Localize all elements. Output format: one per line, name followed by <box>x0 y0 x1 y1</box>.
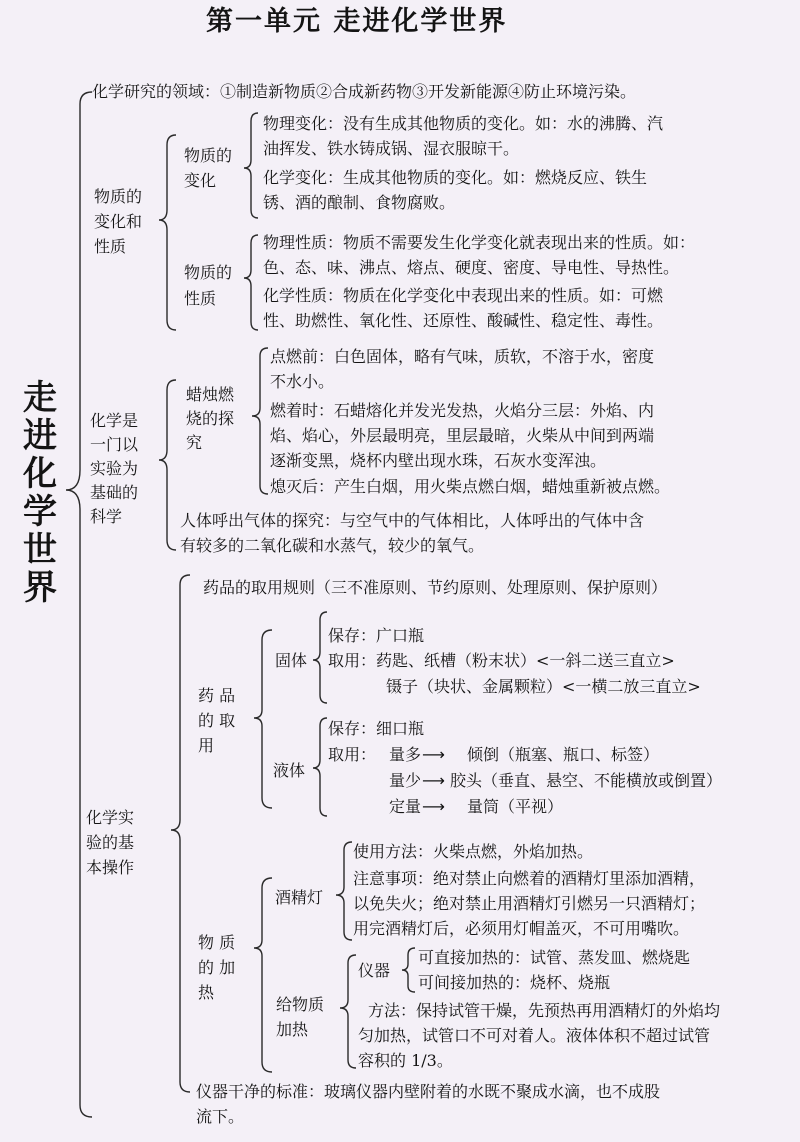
candle-burning-line: 燃着时：石蜡熔化并发光发热，火焰分三层：外焰、内 <box>270 401 655 420</box>
candle-before-line: 点燃前：白色固体，略有气味，质软，不溶于水，密度 <box>270 347 655 366</box>
root-brace <box>66 92 92 1117</box>
give-brace <box>340 955 356 1068</box>
s1-brace <box>159 135 176 330</box>
candle-label-line: 究 <box>186 433 203 452</box>
s1-label-line: 变化和 <box>94 212 143 231</box>
candle-after-line: 熄灭后：产生白烟，用火柴点燃白烟，蜡烛重新被点燃。 <box>270 477 671 496</box>
root-char: 走 <box>23 378 57 418</box>
instr-brace <box>402 948 415 992</box>
change-brace <box>244 113 258 218</box>
take-label-line: 的 取 <box>198 711 236 730</box>
property-label-line: 物质的 <box>184 263 233 282</box>
property-brace <box>244 235 258 330</box>
candle-before-line: 不水小。 <box>270 372 335 391</box>
s2-label-line: 一门以 <box>90 435 139 454</box>
liquid-little: 量少 <box>389 771 422 790</box>
s2-brace <box>159 380 176 550</box>
physical-property-line: 物理性质：物质不需要发生化学变化就表现出来的性质。如： <box>263 233 696 252</box>
heat-method-line: 方法：保持试管干燥，先预热再用酒精灯的外焰均 <box>368 1001 721 1020</box>
heat-method-line: 匀加热，试管口不可对着人。液体体积不超过试管 <box>358 1026 711 1045</box>
root-char: 化 <box>23 454 57 494</box>
s3-label-line: 本操作 <box>86 858 135 877</box>
s3-label-line: 验的基 <box>86 833 135 852</box>
research-field: 化学研究的领域：①制造新物质②合成新药物③开发新能源④防止环境污染。 <box>92 82 637 101</box>
lamp-label: 酒精灯 <box>275 888 324 907</box>
heat-label-line: 物 质 <box>198 933 236 952</box>
liquid-little-result: 胶头（垂直、悬空、不能横放或倒置） <box>450 771 723 790</box>
clean-standard-line: 流下。 <box>196 1107 245 1126</box>
root-char: 进 <box>23 416 57 456</box>
lamp-line: 注意事项：绝对禁止向燃着的酒精灯里添加酒精， <box>353 869 706 888</box>
page-title: 第一单元 走进化学世界 <box>206 6 508 37</box>
s2-label-line: 基础的 <box>90 483 139 502</box>
take-label-line: 用 <box>198 736 215 755</box>
physical-property-line: 色、态、味、沸点、熔点、硬度、密度、导电性、导热性。 <box>263 258 680 277</box>
liquid-much: 量多 <box>389 745 422 764</box>
liquid-brace <box>313 718 327 816</box>
lamp-line: 用完酒精灯后，必须用灯帽盖灭，不可用嘴吹。 <box>353 919 690 938</box>
property-label-line: 性质 <box>184 289 217 308</box>
liquid-much-result: 倾倒（瓶塞、瓶口、标签） <box>467 745 660 764</box>
instrument-label: 仪器 <box>358 961 391 980</box>
liquid-label: 液体 <box>273 761 306 780</box>
s1-label-line: 性质 <box>94 237 127 256</box>
solid-brace <box>313 612 327 703</box>
chemical-change-line: 化学变化：生成其他物质的变化。如：燃烧反应、铁生 <box>263 168 648 187</box>
root-char: 世 <box>23 530 57 570</box>
solid-keep: 保存：广口瓶 <box>328 626 425 645</box>
root-char: 学 <box>23 492 57 532</box>
s2-label-line: 实验为 <box>90 459 139 478</box>
solid-use-tweezers: 镊子（块状、金属颗粒）<一横二放三直立> <box>386 677 701 696</box>
heat-method-line: 容积的 1/3。 <box>358 1051 453 1070</box>
heat-label-line: 的 加 <box>198 958 236 977</box>
physical-change-line: 油挥发、铁水铸成锅、湿衣服晾干。 <box>263 139 520 158</box>
chemical-property-line: 性、助燃性、氧化性、还原性、酸碱性、稳定性、毒性。 <box>263 311 664 330</box>
s1-label-line: 物质的 <box>94 187 143 206</box>
direct-heat: 可直接加热的：试管、蒸发皿、燃烧匙 <box>418 948 691 967</box>
candle-brace <box>252 348 268 494</box>
root-char: 界 <box>23 568 57 608</box>
give-label-line: 给物质 <box>276 995 325 1014</box>
breath-line: 有较多的二氧化碳和水蒸气，较少的氧气。 <box>180 536 485 555</box>
give-label-line: 加热 <box>276 1020 309 1039</box>
candle-label-line: 烧的探 <box>186 409 235 428</box>
solid-use: 取用：药匙、纸槽（粉末状）<一斜二送三直立> <box>328 651 675 670</box>
lamp-line: 以免失火；绝对禁止用酒精灯引燃另一只酒精灯； <box>353 894 706 913</box>
candle-label-line: 蜡烛燃 <box>186 385 235 404</box>
s3-label-line: 化学实 <box>86 808 135 827</box>
change-label-line: 变化 <box>184 171 217 190</box>
chemical-change-line: 锈、酒的酿制、食物腐败。 <box>263 193 456 212</box>
lamp-brace <box>336 842 352 940</box>
heat-label-line: 热 <box>198 983 215 1002</box>
liquid-use: 取用： <box>328 745 377 764</box>
physical-change-line: 物理变化：没有生成其他物质的变化。如：水的沸腾、汽 <box>263 114 664 133</box>
solid-label: 固体 <box>275 651 308 670</box>
candle-burning-line: 焰、焰心，外层最明亮，里层最暗，火柴从中间到两端 <box>270 426 655 445</box>
arrow-right-icon: ⟶ <box>422 745 445 764</box>
drug-rules: 药品的取用规则（三不准原则、节约原则、处理原则、保护原则） <box>203 578 668 597</box>
take-brace <box>254 630 272 808</box>
arrow-right-icon: ⟶ <box>422 771 445 790</box>
indirect-heat: 可间接加热的：烧杯、烧瓶 <box>418 973 611 992</box>
breath-line: 人体呼出气体的探究：与空气中的气体相比，人体呼出的气体中含 <box>180 511 645 530</box>
lamp-line: 使用方法：火柴点燃，外焰加热。 <box>353 842 594 861</box>
s2-label-line: 化学是 <box>90 411 139 430</box>
candle-burning-line: 逐渐变黑，烧杯内壁出现水珠，石灰水变浑浊。 <box>270 451 607 470</box>
s2-label-line: 科学 <box>90 507 123 526</box>
liquid-fixed: 定量 <box>389 797 422 816</box>
liquid-keep: 保存：细口瓶 <box>328 719 425 738</box>
s3-brace <box>171 575 190 1092</box>
liquid-fixed-result: 量筒（平视） <box>467 797 564 816</box>
change-label-line: 物质的 <box>184 146 233 165</box>
chemical-property-line: 化学性质：物质在化学变化中表现出来的性质。如：可燃 <box>263 286 664 305</box>
clean-standard-line: 仪器干净的标准：玻璃仪器内壁附着的水既不聚成水滴，也不成股 <box>196 1082 661 1101</box>
heat-brace <box>254 878 272 1072</box>
arrow-right-icon: ⟶ <box>422 797 445 816</box>
take-label-line: 药 品 <box>198 686 236 705</box>
